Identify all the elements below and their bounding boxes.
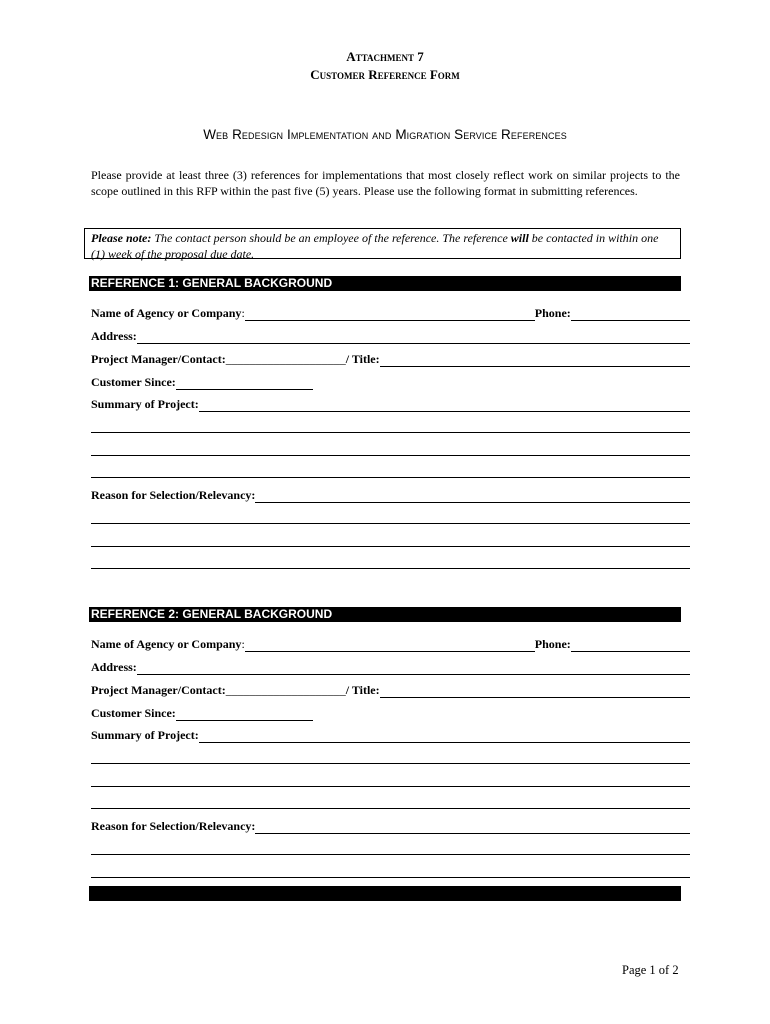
agency-label: Name of Agency or Company: (91, 637, 245, 651)
reason-field[interactable] (255, 821, 690, 834)
project-manager-field[interactable]: ____________________ (225, 683, 346, 697)
summary-field[interactable] (199, 399, 690, 412)
customer-since-field[interactable] (176, 708, 313, 721)
summary-line[interactable] (91, 477, 690, 478)
reference-1-reason-row (91, 487, 690, 503)
note-box (84, 228, 681, 259)
project-manager-field[interactable]: ____________________ (225, 352, 346, 366)
customer-since-label: Customer Since: (91, 375, 176, 389)
reason-label: Reason for Selection/Relevancy: (91, 488, 256, 502)
address-label: Address: (91, 660, 137, 674)
reference-2-summary-row (91, 727, 690, 743)
summary-label: Summary of Project: (91, 728, 199, 742)
reference-1-summary-row (91, 396, 690, 412)
note-text-a: The contact person should be an employee of the reference. The reference (151, 231, 511, 245)
reason-field[interactable] (255, 490, 690, 503)
reason-line[interactable] (91, 877, 690, 878)
phone-label: Phone: (534, 306, 571, 320)
title-label: / Title: (345, 683, 380, 697)
reference-1-pm-row (91, 351, 690, 367)
summary-line[interactable] (91, 455, 690, 456)
agency-label: Name of Agency or Company: (91, 306, 245, 320)
agency-field[interactable] (245, 639, 535, 652)
reason-line[interactable] (91, 523, 690, 524)
agency-field[interactable] (245, 308, 535, 321)
summary-line[interactable] (91, 763, 690, 764)
phone-field[interactable] (571, 308, 690, 321)
note-label: Please note: (91, 231, 152, 245)
reference-2-reason-row (91, 818, 690, 834)
reference-1-customer-since-row (91, 374, 690, 390)
page-subtitle: Web Redesign Implementation and Migration Service References (203, 127, 567, 142)
reason-label: Reason for Selection/Relevancy: (91, 819, 256, 833)
customer-since-label: Customer Since: (91, 706, 176, 720)
reference-1-agency-row (91, 305, 690, 321)
bottom-divider-bar (89, 886, 681, 901)
summary-field[interactable] (199, 730, 690, 743)
intro-paragraph: Please provide at least three (3) references for implementations that most closely reflect work on similar projects to the scope outlined in this RFP within the past five (5) years. Please use the following format in submitting references. (91, 168, 680, 198)
title-field[interactable] (380, 685, 690, 698)
project-manager-label: Project Manager/Contact: (91, 683, 226, 697)
reason-line[interactable] (91, 546, 690, 547)
title-label: / Title: (345, 352, 380, 366)
title-field[interactable] (380, 354, 690, 367)
phone-label: Phone: (534, 637, 571, 651)
reason-line[interactable] (91, 854, 690, 855)
reference-2-heading: REFERENCE 2: GENERAL BACKGROUND (89, 607, 681, 622)
reference-1-heading: REFERENCE 1: GENERAL BACKGROUND (89, 276, 681, 291)
address-field[interactable] (137, 331, 690, 344)
address-label: Address: (91, 329, 137, 343)
summary-line[interactable] (91, 786, 690, 787)
address-field[interactable] (137, 662, 690, 675)
summary-label: Summary of Project: (91, 397, 199, 411)
reference-2-address-row (91, 659, 690, 675)
form-title: Customer Reference Form (310, 67, 460, 82)
summary-line[interactable] (91, 808, 690, 809)
page-number: Page 1 of 2 (622, 963, 679, 977)
summary-line[interactable] (91, 432, 690, 433)
reference-2-customer-since-row (91, 705, 690, 721)
project-manager-label: Project Manager/Contact: (91, 352, 226, 366)
note-text-b: be contacted in within one (1) week of the proposal due date. (91, 231, 659, 261)
reference-1-address-row (91, 328, 690, 344)
reference-2-agency-row (91, 636, 690, 652)
attachment-title: Attachment 7 (346, 49, 424, 64)
reference-2-pm-row (91, 682, 690, 698)
reason-line[interactable] (91, 568, 690, 569)
note-emphasis: will (510, 231, 529, 245)
phone-field[interactable] (571, 639, 690, 652)
customer-since-field[interactable] (176, 377, 313, 390)
